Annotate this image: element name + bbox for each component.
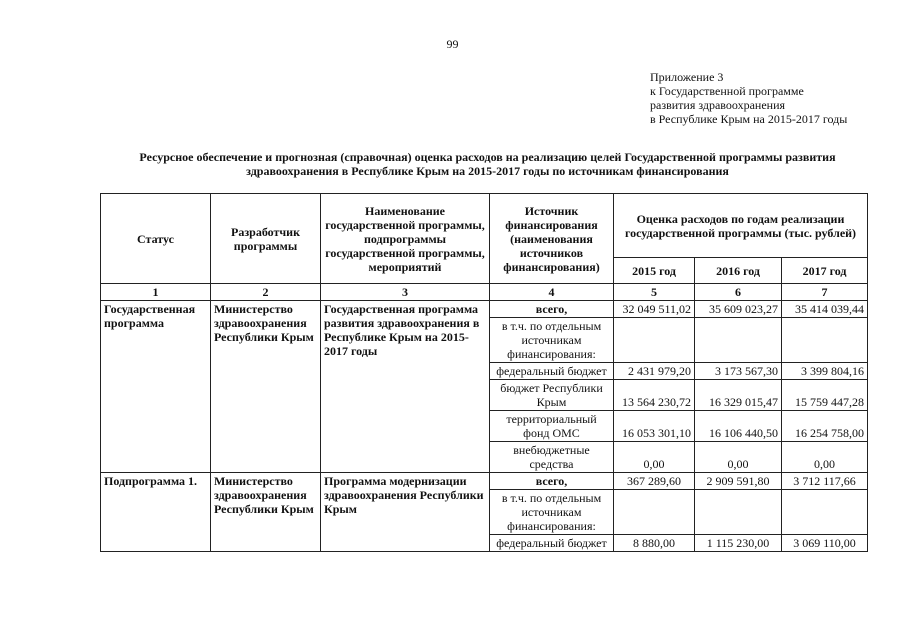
header-expense-estimate: Оценка расходов по годам реализации государственной программы (тыс. рублей) xyxy=(614,194,868,258)
table-row xyxy=(101,473,868,490)
appendix-line: в Республике Крым на 2015-2017 годы xyxy=(650,112,848,126)
developer-cell: Министерство здравоохранения Республики Крым xyxy=(211,473,321,552)
value-2016: 2 909 591,80 xyxy=(695,473,782,490)
program-name-cell: Программа модернизации здравоохранения Республики Крым xyxy=(321,473,490,552)
funding-source-cell: территориальный фонд ОМС xyxy=(490,411,614,442)
value-2016: 35 609 023,27 xyxy=(695,301,782,318)
value-2015 xyxy=(614,490,695,535)
header-program-name: Наименование государственной программы, подпрограммы государственной программы, мероприятий xyxy=(321,194,490,284)
column-number: 6 xyxy=(695,284,782,301)
status-cell: Подпрограмма 1. xyxy=(101,473,211,552)
program-name-cell: Государственная программа развития здравоохранения в Республике Крым на 2015-2017 годы xyxy=(321,301,490,473)
value-2016: 1 115 230,00 xyxy=(695,535,782,552)
column-number: 4 xyxy=(490,284,614,301)
value-2016 xyxy=(695,318,782,363)
status-cell: Государственная программа xyxy=(101,301,211,473)
value-2017: 15 759 447,28 xyxy=(782,380,868,411)
column-number-row xyxy=(101,284,868,301)
value-2017: 35 414 039,44 xyxy=(782,301,868,318)
value-2016: 16 106 440,50 xyxy=(695,411,782,442)
funding-source-cell: внебюджетные средства xyxy=(490,442,614,473)
funding-source-cell: всего, xyxy=(490,473,614,490)
document-title: Ресурсное обеспечение и прогнозная (справочная) оценка расходов на реализацию целей Государственной программы развития здравоохранения в Республике Крым на 2015-2017 годы по источникам финансирования xyxy=(139,150,836,178)
funding-source-cell: всего, xyxy=(490,301,614,318)
column-number: 2 xyxy=(211,284,321,301)
column-number: 1 xyxy=(101,284,211,301)
table-row xyxy=(101,301,868,318)
header-status: Статус xyxy=(101,194,211,284)
funding-source-cell: федеральный бюджет xyxy=(490,363,614,380)
value-2015: 16 053 301,10 xyxy=(614,411,695,442)
value-2017: 0,00 xyxy=(782,442,868,473)
appendix-line: развития здравоохранения xyxy=(650,98,786,112)
value-2015: 0,00 xyxy=(614,442,695,473)
value-2017 xyxy=(782,318,868,363)
value-2015 xyxy=(614,318,695,363)
value-2015: 13 564 230,72 xyxy=(614,380,695,411)
value-2016 xyxy=(695,490,782,535)
value-2015: 2 431 979,20 xyxy=(614,363,695,380)
header-year: 2017 год xyxy=(782,258,868,284)
value-2016: 0,00 xyxy=(695,442,782,473)
funding-source-cell: в т.ч. по отдельным источникам финансирования: xyxy=(490,490,614,535)
header-funding-source: Источник финансирования (наименования источников финансирования) xyxy=(490,194,614,284)
header-developer: Разработчик программы xyxy=(211,194,321,284)
value-2017: 3 399 804,16 xyxy=(782,363,868,380)
column-number: 5 xyxy=(614,284,695,301)
value-2017: 3 712 117,66 xyxy=(782,473,868,490)
value-2017: 3 069 110,00 xyxy=(782,535,868,552)
value-2016: 16 329 015,47 xyxy=(695,380,782,411)
value-2017: 16 254 758,00 xyxy=(782,411,868,442)
developer-cell: Министерство здравоохранения Республики Крым xyxy=(211,301,321,473)
header-year: 2016 год xyxy=(695,258,782,284)
appendix-line: Приложение 3 xyxy=(650,70,724,84)
funding-table xyxy=(100,193,868,552)
appendix-note xyxy=(650,70,900,126)
column-number: 3 xyxy=(321,284,490,301)
funding-source-cell: бюджет Республики Крым xyxy=(490,380,614,411)
header-year: 2015 год xyxy=(614,258,695,284)
value-2015: 32 049 511,02 xyxy=(614,301,695,318)
value-2016: 3 173 567,30 xyxy=(695,363,782,380)
page-number: 99 xyxy=(446,37,459,51)
column-number: 7 xyxy=(782,284,868,301)
value-2017 xyxy=(782,490,868,535)
value-2015: 367 289,60 xyxy=(614,473,695,490)
funding-source-cell: федеральный бюджет xyxy=(490,535,614,552)
value-2015: 8 880,00 xyxy=(614,535,695,552)
appendix-line: к Государственной программе xyxy=(650,84,804,98)
funding-source-cell: в т.ч. по отдельным источникам финансирования: xyxy=(490,318,614,363)
